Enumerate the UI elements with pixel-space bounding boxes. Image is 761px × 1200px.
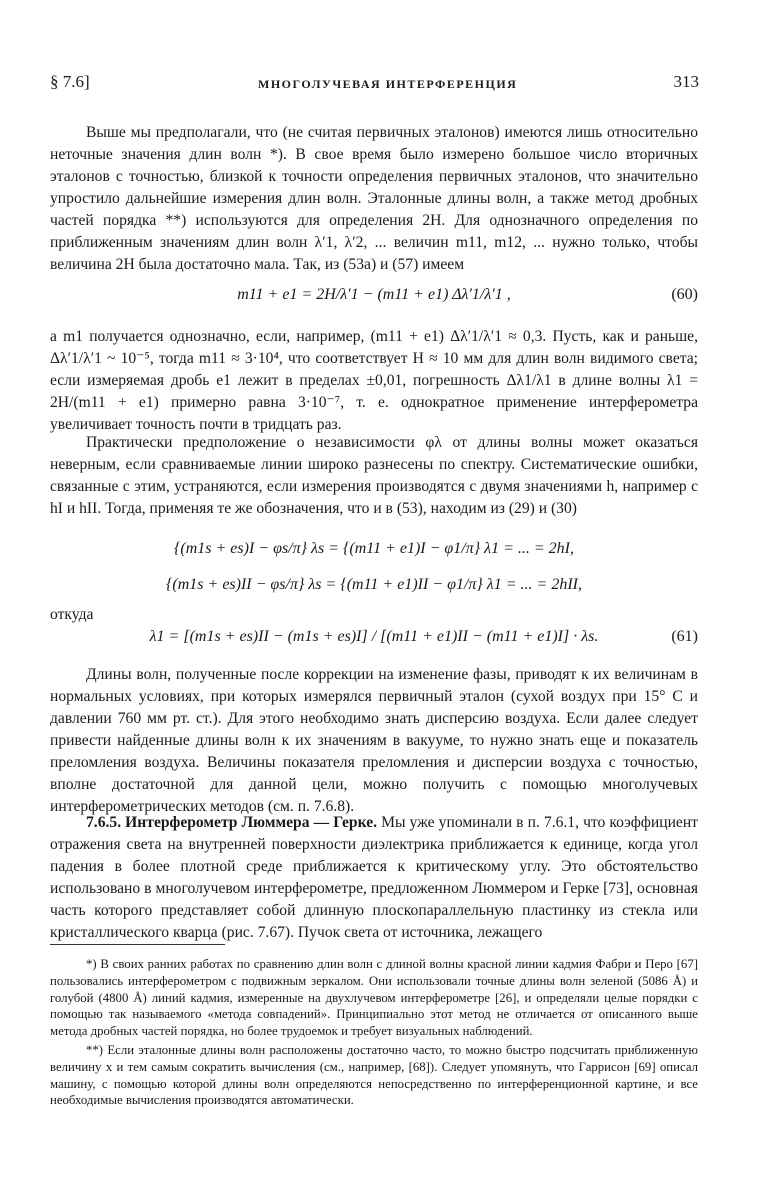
paragraph-1: Выше мы предполагали, что (не считая первичных эталонов) имеются лишь относительно неточные значения длин волн *). В свое время было измерено большое число вторичных эталонов с точностью, близкой к точности определения первичных эталонов, что значительно упростило дальнейшие измерения длин волн. Эталонные длины волн, а также метод дробных частей порядка **) используются для определения 2H. Для однозначного определения по приближенным значениям длин волн λ′1, λ′2, ... величин m11, m12, ... нужно только, чтобы величина 2H была достаточно мала. Так, из (53а) и (57) имеем [50, 124, 698, 273]
equation-60-text: m11 + e1 = 2H/λ′1 − (m11 + e1) Δλ′1/λ′1 , [237, 286, 511, 303]
equation-61-number: (61) [671, 628, 698, 645]
paragraph-4: Длины волн, полученные после коррекции на изменение фазы, приводят к их величинам в нормальных условиях, при которых измерялся первичный эталон (сухой воздух при 15° С и давлении 760 мм рт. ст.). Для этого необходимо знать дисперсию воздуха. Если далее следует привести найденные длины волн к их значениям в вакууме, то нужно знать еще и показатель преломления воздуха. Величины показателя преломления и дисперсии воздуха с точностью, вполне достаточной для данной цели, можно получить с помощью многолучевых интерферометрических методов (см. п. 7.6.8). [50, 666, 698, 815]
paragraph-3: Практически предположение о независимости φλ от длины волны может оказаться неверным, если сравниваемые линии широко разнесены по спектру. Систематические ошибки, связанные с этим, устраняются, если измерения производятся с двумя значениями h, например с hI и hII. Тогда, применяя те же обозначения, что и в (53), находим из (29) и (30) [50, 434, 698, 517]
paragraph-5 [50, 812, 698, 944]
section-number: § 7.6] [50, 72, 90, 91]
subsection-heading: 7.6.5. Интерферометр Люммера — Герке. [86, 814, 378, 831]
running-title: МНОГОЛУЧЕВАЯ ИНТЕРФЕРЕНЦИЯ [258, 77, 518, 91]
equation-60-number: (60) [671, 286, 698, 303]
footnote-1: *) В своих ранних работах по сравнению длин волн с длиной волны красной линии кадмия Фабри и Перо [67] пользовались интерферометром с подвижным зеркалом. Они использовали точные длины волн зеленой (5086 Å) и голубой (4800 Å) линий кадмия, измеренные на двухлучевом интерферометре [26], и определяли целые порядки с помощью так называемого «метода совпадений». Принципиально этот метод не отличается от описанного выше метода дробных частей порядка, но более трудоемок и требует визуальных наблюдений. [50, 957, 698, 1039]
paragraph-2: а m1 получается однозначно, если, например, (m11 + e1) Δλ′1/λ′1 ≈ 0,3. Пусть, как и раньше, Δλ′1/λ′1 ~ 10⁻⁵, тогда m11 ≈ 3·10⁴, что соответствует H ≈ 10 мм для длин волн видимого света; если измеряемая дробь e1 лежит в пределах ±0,01, погрешность Δλ1/λ1 в длине волны λ1 = 2H/(m11 + e1) примерно равна 3·10⁻⁷, т. е. однократное применение интерферометра увеличивает точность почти в тридцать раз. [50, 328, 698, 433]
paragraph-5-text: Мы уже упоминали в п. 7.6.1, что коэффициент отражения света на внутренней поверхности диэлектрика приближается к единице, когда угол падения в более плотной среде приближается к критическому углу. Это обстоятельство использовано в многолучевом интерферометре, предложенном Люммером и Герке [73], основная часть которого представляет собой длинную плоскопараллельную пластинку из стекла или кристаллического кварца (рис. 7.67). Пучок света от источника, лежащего [50, 814, 698, 941]
word-otkuda: откуда [50, 606, 94, 623]
equation-61 [50, 628, 698, 646]
footnote-rule [50, 944, 225, 945]
footnote-2: **) Если эталонные длины волн расположены достаточно часто, то можно быстро подсчитать приближенную величину x и тем самым сократить вычисления (см., например, [68]). Следует упомянуть, что Гаррисон [69] описал машину, с помощью которой длины волн определяются непосредственно по интерференционной картине, и все необходимые вычисления производятся автоматически. [50, 1043, 698, 1108]
page-number: 313 [673, 72, 699, 91]
equation-60 [50, 286, 698, 304]
equation-system-line-2: {(m1s + es)II − φs/π} λs = {(m11 + e1)II − φ1/π} λ1 = ... = 2hII, [166, 576, 582, 593]
equation-system-line-1: {(m1s + es)I − φs/π} λs = {(m11 + e1)I − φ1/π} λ1 = ... = 2hI, [174, 540, 574, 557]
equation-61-text: λ1 = [(m1s + es)II − (m1s + es)I] / [(m11 + e1)II − (m11 + e1)I] · λs. [149, 628, 599, 645]
